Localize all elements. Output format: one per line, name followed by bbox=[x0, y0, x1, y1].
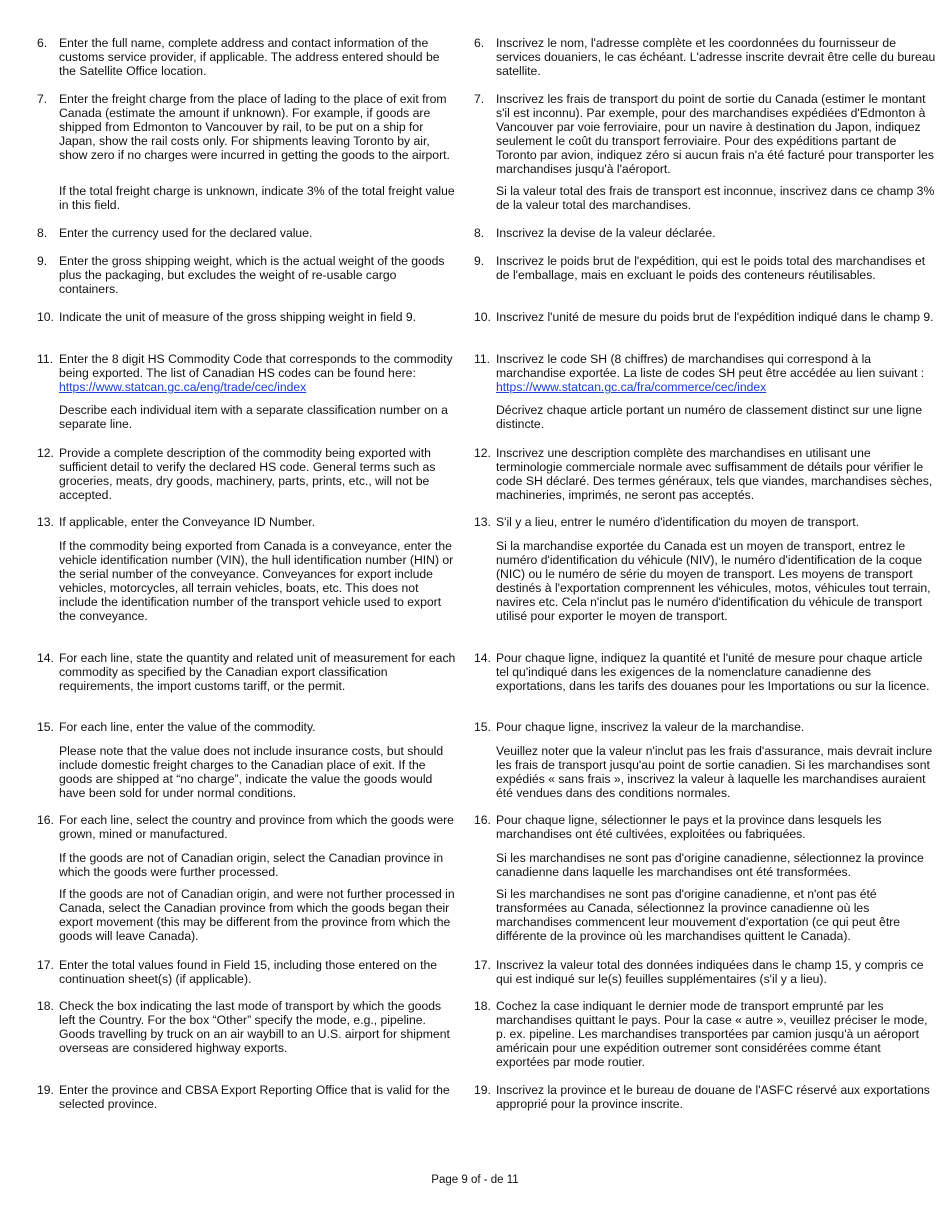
item-text: Indicate the unit of measure of the gross shipping weight in field 9. bbox=[59, 310, 417, 324]
item-note: If the goods are not of Canadian origin, select the Canadian province in which the goods were further processed. bbox=[59, 851, 444, 879]
item-number: 15. bbox=[37, 720, 54, 734]
item-number: 13. bbox=[37, 515, 54, 529]
item-text: Pour chaque ligne, indiquez la quantité et l'unité de mesure pour chaque article tel qu'indiqué dans les exigences de la nomenclature canadienne des exportations, dans les tarifs des douanes pour les Importations ou sur la licence. bbox=[496, 651, 930, 693]
item-number: 14. bbox=[37, 651, 54, 665]
item-text: Enter the freight charge from the place of lading to the place of exit from Canada (estimate the amount if unknown). For example, if goods are shipped from Edmonton to Vancouver by rail, to be put on a ship for Japan, show the rail costs only. For shipments leaving Toronto by air, show zero if no charges were incurred in getting the goods to the airport. bbox=[59, 92, 450, 162]
item-number: 7. bbox=[37, 92, 48, 106]
item-text: Inscrivez la valeur total des données indiquées dans le champ 15, y compris ce qui est indiqué sur le(s) feuilles supplémentaires (s'il y a lieu). bbox=[496, 958, 924, 986]
item-number: 17. bbox=[37, 958, 54, 972]
page-number: Page 9 of - de 11 bbox=[431, 1174, 519, 1186]
item-number: 13. bbox=[474, 515, 491, 529]
item-note-2: If the goods are not of Canadian origin, and were not further processed in Canada, select the Canadian province from which the goods began their export movement (this may be different from the province from which the goods will leave Canada). bbox=[59, 887, 455, 943]
item-number: 6. bbox=[37, 36, 48, 50]
item-text: For each line, state the quantity and related unit of measurement for each commodity as specified by the Canadian export classification requirements, the import customs tariff, or the permit. bbox=[59, 651, 456, 693]
item-text: Enter the gross shipping weight, which is the actual weight of the goods plus the packaging, but excludes the weight of re-usable cargo containers. bbox=[59, 254, 445, 296]
item-number: 19. bbox=[37, 1083, 54, 1097]
item-number: 15. bbox=[474, 720, 491, 734]
hs-codes-link[interactable]: https://www.statcan.gc.ca/eng/trade/cec/index bbox=[59, 380, 307, 394]
item-number: 7. bbox=[474, 92, 485, 106]
item-text bbox=[59, 352, 459, 394]
item-text: Provide a complete description of the commodity being exported with sufficient detail to verify the declared HS code. General terms such as groceries, meats, dry goods, machinery, parts, prints, etc., will not be accepted. bbox=[59, 446, 436, 502]
item-note-2: Si les marchandises ne sont pas d'origine canadienne, et n'ont pas été transformées au Canada, sélectionnez la province canadienne où les marchandises commencent leur mouvement d'exportation (ce qui peut être différente de la province où les marchandises quittent le Canada). bbox=[496, 887, 901, 943]
item-number: 10. bbox=[37, 310, 54, 324]
item-text: Enter the currency used for the declared value. bbox=[59, 226, 313, 240]
item-text: Inscrivez les frais de transport du point de sortie du Canada (estimer le montant s'il est inconnu). Par exemple, pour des marchandises expédiées d'Edmonton à Vancouver par voie ferroviaire, pour un navire à destination du Japon, indiquez seulement le coût du transport ferroviaire. Pour des expéditions partant de Toronto par avion, indiquez zéro si aucun frais n'a été facturé pour transporter les marchandises jusqu'à l'aéroport. bbox=[496, 92, 934, 176]
item-number: 12. bbox=[37, 446, 54, 460]
item-note: If the total freight charge is unknown, indicate 3% of the total freight value in this field. bbox=[59, 184, 455, 212]
hs-codes-link[interactable]: https://www.statcan.gc.ca/fra/commerce/cec/index bbox=[496, 380, 767, 394]
item-note: Si la marchandise exportée du Canada est un moyen de transport, entrez le numéro d'identification du véhicule (NIV), le numéro d'identification de la coque (NIC) ou le numéro de série du moyen de transport. Les moyens de transport destinés à l'exportation comprennent les véhicules, motos, véhicules tout terrain, navires etc. Cela n'inclut pas le numéro d'identification du véhicule de transport utilisé pour exporter le moyen de transport. bbox=[496, 539, 931, 623]
item-text: Check the box indicating the last mode of transport by which the goods left the Country. For the box “Other” specify the mode, e.g., pipeline. Goods travelling by truck on an air waybill to an U.S. airport for shipment overseas are considered highway exports. bbox=[59, 999, 450, 1055]
item-number: 11. bbox=[474, 352, 491, 366]
item-text: Inscrivez la devise de la valeur déclarée. bbox=[496, 226, 716, 240]
item-number: 19. bbox=[474, 1083, 491, 1097]
item-number: 10. bbox=[474, 310, 491, 324]
item-number: 18. bbox=[474, 999, 491, 1013]
item-note: Décrivez chaque article portant un numéro de classement distinct sur une ligne distincte. bbox=[496, 403, 923, 431]
item-number: 6. bbox=[474, 36, 485, 50]
item-text: If applicable, enter the Conveyance ID Number. bbox=[59, 515, 316, 529]
item-text: S'il y a lieu, entrer le numéro d'identification du moyen de transport. bbox=[496, 515, 860, 529]
item-number: 12. bbox=[474, 446, 491, 460]
item-text: Inscrivez la province et le bureau de douane de l'ASFC réservé aux exportations approprié pour la province inscrite. bbox=[496, 1083, 930, 1111]
item-note: Si les marchandises ne sont pas d'origine canadienne, sélectionnez la province canadienne dans laquelle les marchandises ont été transformées. bbox=[496, 851, 924, 879]
item-text: Inscrivez le poids brut de l'expédition, qui est le poids total des marchandises et de l'emballage, mais en excluant le poids des conteneurs réutilisables. bbox=[496, 254, 926, 282]
item-number: 16. bbox=[37, 813, 54, 827]
item-text: For each line, select the country and province from which the goods were grown, mined or manufactured. bbox=[59, 813, 454, 841]
item-text-body: Enter the 8 digit HS Commodity Code that corresponds to the commodity being exported. The list of Canadian HS codes can be found here: bbox=[59, 352, 453, 380]
item-text: Enter the total values found in Field 15, including those entered on the continuation sheet(s) (if applicable). bbox=[59, 958, 438, 986]
item-text: Inscrivez l'unité de mesure du poids brut de l'expédition indiqué dans le champ 9. bbox=[496, 310, 934, 324]
item-text: Cochez la case indiquant le dernier mode de transport emprunté par les marchandises quittant le pays. Pour la case « autre », veuillez préciser le mode, p. ex. pipeline. Les marchandises transportées par camion jusqu'à un aéroport américain pour une expédition outremer sont considérées comme étant exportées par mode routier. bbox=[496, 999, 928, 1069]
item-number: 8. bbox=[37, 226, 48, 240]
item-number: 11. bbox=[37, 352, 54, 366]
item-text bbox=[496, 352, 936, 394]
item-number: 9. bbox=[37, 254, 48, 268]
item-text: Inscrivez une description complète des marchandises en utilisant une terminologie commerciale normale avec suffisamment de détails pour vérifier le code SH déclaré. Des termes généraux, tels que viandes, marchandises sèches, machineries, imprimés, ne seront pas acceptés. bbox=[496, 446, 933, 502]
item-text: Enter the province and CBSA Export Reporting Office that is valid for the selected province. bbox=[59, 1083, 450, 1111]
item-number: 14. bbox=[474, 651, 491, 665]
item-number: 18. bbox=[37, 999, 54, 1013]
item-text: Pour chaque ligne, inscrivez la valeur de la marchandise. bbox=[496, 720, 805, 734]
item-text-body: Inscrivez le code SH (8 chiffres) de marchandises qui correspond à la marchandise exportée. La liste de codes SH peut être accédée au lien suivant : bbox=[496, 352, 925, 380]
item-text: For each line, enter the value of the commodity. bbox=[59, 720, 316, 734]
item-note: Si la valeur total des frais de transport est inconnue, inscrivez dans ce champ 3% de la valeur total des marchandises. bbox=[496, 184, 935, 212]
item-number: 17. bbox=[474, 958, 491, 972]
item-text: Enter the full name, complete address and contact information of the customs service provider, if applicable. The address entered should be the Satellite Office location. bbox=[59, 36, 440, 78]
item-number: 16. bbox=[474, 813, 491, 827]
item-number: 9. bbox=[474, 254, 485, 268]
item-note: If the commodity being exported from Canada is a conveyance, enter the vehicle identification number (VIN), the hull identification number (HIN) or the serial number of the conveyance. Conveyances for export include vehicles, motorcycles, all terrain vehicles, boats, etc. This does not include the identification number of the transport vehicle used to export the conveyance. bbox=[59, 539, 454, 623]
item-text: Inscrivez le nom, l'adresse complète et les coordonnées du fournisseur de services douaniers, le cas échéant. L'adresse inscrite devrait être celle du bureau satellite. bbox=[496, 36, 936, 78]
item-note: Please note that the value does not include insurance costs, but should include domestic freight charges to the Canadian place of exit. If the goods are shipped at “no charge”, indicate the value the goods would have been sold for under normal conditions. bbox=[59, 744, 444, 800]
item-text: Pour chaque ligne, sélectionner le pays et la province dans lesquels les marchandises ont été cultivées, exploitées ou fabriquées. bbox=[496, 813, 882, 841]
item-number: 8. bbox=[474, 226, 485, 240]
item-note: Describe each individual item with a separate classification number on a separate line. bbox=[59, 403, 448, 431]
item-note: Veuillez noter que la valeur n'inclut pas les frais d'assurance, mais devrait inclure les frais de transport jusqu'au point de sortie canadien. Si les marchandises sont expédiés « sans frais », inscrivez la valeur à laquelle les marchandises auraient été vendues dans des conditions normales. bbox=[496, 744, 933, 800]
